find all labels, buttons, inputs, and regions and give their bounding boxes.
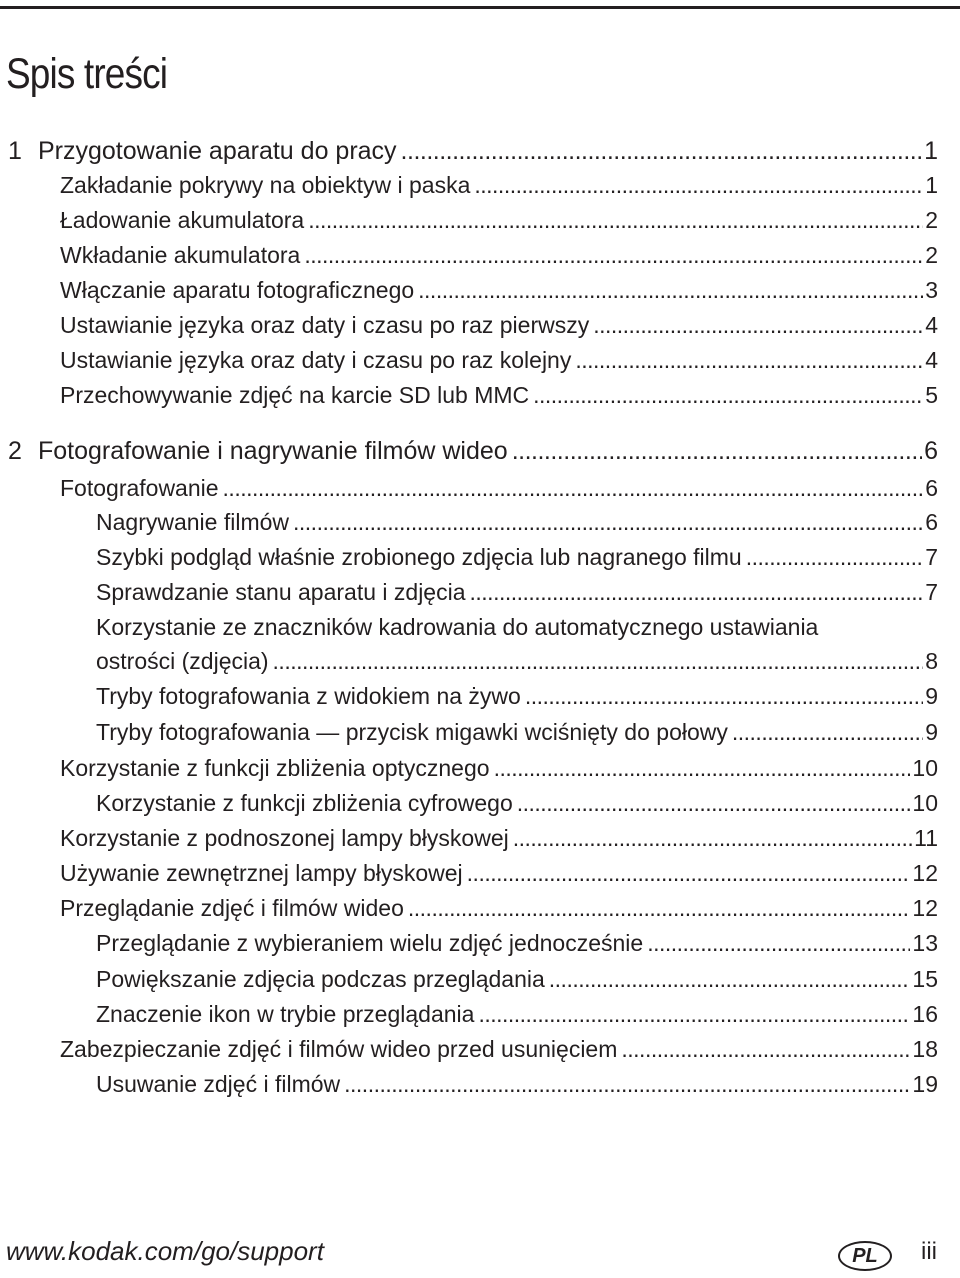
dot-leader bbox=[418, 273, 923, 307]
dot-leader bbox=[308, 203, 923, 237]
toc-entry-page: 11 bbox=[914, 825, 938, 851]
toc-entry-page: 9 bbox=[925, 719, 938, 745]
toc-entry-page: 1 bbox=[925, 172, 938, 198]
toc-entry-page: 6 bbox=[925, 509, 938, 535]
toc-entry[interactable] bbox=[60, 891, 938, 925]
toc-entry[interactable] bbox=[60, 821, 938, 855]
toc-entry-text: Korzystanie ze znaczników kadrowania do automatycznego ustawiania bbox=[96, 614, 819, 640]
toc-entry[interactable] bbox=[96, 962, 938, 996]
toc-entry[interactable] bbox=[60, 378, 938, 412]
dot-leader bbox=[525, 679, 923, 713]
page-title: Spis treści bbox=[6, 50, 168, 98]
toc-entry-text: Włączanie aparatu fotograficznego bbox=[60, 277, 415, 303]
toc-entry-text: Tryby fotografowania z widokiem na żywo bbox=[96, 683, 521, 709]
chapter-page: 1 bbox=[924, 137, 938, 165]
dot-leader bbox=[344, 1067, 910, 1101]
toc-entry-text: Fotografowanie bbox=[60, 475, 219, 501]
toc-entry-text: Powiększanie zdjęcia podczas przeglądania bbox=[96, 966, 545, 992]
toc-entry-text: Przeglądanie z wybieraniem wielu zdjęć jednocześnie bbox=[96, 930, 644, 956]
toc-entry-page: 15 bbox=[912, 966, 938, 992]
toc-entry-text: Przechowywanie zdjęć na karcie SD lub MMC bbox=[60, 382, 530, 408]
dot-leader bbox=[401, 134, 923, 168]
toc-entry-page: 4 bbox=[925, 347, 938, 373]
toc-entry-text: Korzystanie z funkcji zbliżenia optycznego bbox=[60, 755, 490, 781]
toc-entry-text-continuation: ostrości (zdjęcia) bbox=[96, 648, 269, 674]
dot-leader bbox=[533, 378, 923, 412]
toc-entry-page: 5 bbox=[925, 382, 938, 408]
toc-entry-text: Przeglądanie zdjęć i filmów wideo bbox=[60, 895, 404, 921]
toc-entry-text: Nagrywanie filmów bbox=[96, 509, 290, 535]
toc-entry-text: Korzystanie z podnoszonej lampy błyskowej bbox=[60, 825, 509, 851]
toc-entry[interactable] bbox=[60, 273, 938, 307]
chapter-number: 1 bbox=[8, 137, 22, 165]
toc-entry[interactable] bbox=[60, 308, 938, 342]
chapter-title: Przygotowanie aparatu do pracy bbox=[38, 137, 397, 165]
toc-entry-page: 10 bbox=[912, 790, 938, 816]
dot-leader bbox=[746, 540, 924, 574]
toc-entry[interactable] bbox=[96, 644, 938, 678]
toc-entry-page: 16 bbox=[912, 1001, 938, 1027]
toc-entry-text: Ustawianie języka oraz daty i czasu po raz kolejny bbox=[60, 347, 572, 373]
toc-entry-text: Usuwanie zdjęć i filmów bbox=[96, 1071, 341, 1097]
dot-leader bbox=[512, 434, 922, 468]
toc-entry[interactable] bbox=[96, 997, 938, 1031]
chapter-page: 6 bbox=[924, 437, 938, 465]
toc-entry[interactable] bbox=[96, 505, 938, 539]
toc-entry-text: Szybki podgląd właśnie zrobionego zdjęcia lub nagranego filmu bbox=[96, 544, 742, 570]
dot-leader bbox=[621, 1032, 910, 1066]
dot-leader bbox=[647, 926, 910, 960]
toc-entry-page: 19 bbox=[912, 1071, 938, 1097]
toc-chapter[interactable] bbox=[8, 134, 938, 168]
dot-leader bbox=[470, 575, 924, 609]
chapter-title: Fotografowanie i nagrywanie filmów wideo bbox=[38, 437, 508, 465]
toc-entry[interactable] bbox=[60, 238, 938, 272]
toc-chapter[interactable] bbox=[8, 434, 938, 468]
toc-entry[interactable] bbox=[96, 1067, 938, 1101]
toc-entry[interactable] bbox=[60, 1032, 938, 1066]
dot-leader bbox=[732, 715, 923, 749]
toc-entry[interactable] bbox=[60, 343, 938, 377]
dot-leader bbox=[474, 168, 923, 202]
dot-leader bbox=[478, 997, 910, 1031]
toc-entry[interactable] bbox=[60, 168, 938, 202]
toc-entry-text: Używanie zewnętrznej lampy błyskowej bbox=[60, 860, 463, 886]
toc-entry[interactable] bbox=[96, 926, 938, 960]
dot-leader bbox=[408, 891, 911, 925]
toc-entry-page: 12 bbox=[912, 895, 938, 921]
toc-entry-page: 2 bbox=[925, 242, 938, 268]
toc-entry-page: 2 bbox=[925, 207, 938, 233]
toc-entry-text: Zabezpieczanie zdjęć i filmów wideo przed usunięciem bbox=[60, 1036, 618, 1062]
toc-entry[interactable] bbox=[60, 856, 938, 890]
toc-entry-page: 8 bbox=[925, 648, 938, 674]
toc-entry-page: 6 bbox=[925, 475, 938, 501]
toc-entry[interactable] bbox=[96, 679, 938, 713]
dot-leader bbox=[304, 238, 923, 272]
toc-entry[interactable] bbox=[60, 751, 938, 785]
toc-entry-page: 4 bbox=[925, 312, 938, 338]
dot-leader bbox=[517, 786, 911, 820]
toc-entry-text: Tryby fotografowania — przycisk migawki wciśnięty do połowy bbox=[96, 719, 728, 745]
toc-entry-page: 3 bbox=[925, 277, 938, 303]
toc-entry-page: 9 bbox=[925, 683, 938, 709]
dot-leader bbox=[593, 308, 923, 342]
toc-entry-text: Ustawianie języka oraz daty i czasu po raz pierwszy bbox=[60, 312, 590, 338]
toc-entry[interactable] bbox=[96, 715, 938, 749]
toc-entry[interactable] bbox=[96, 575, 938, 609]
toc-entry-text: Znaczenie ikon w trybie przeglądania bbox=[96, 1001, 475, 1027]
dot-leader bbox=[494, 751, 911, 785]
toc-entry-page: 7 bbox=[925, 544, 938, 570]
toc-entry-text: Zakładanie pokrywy na obiektyw i paska bbox=[60, 172, 471, 198]
page-number: iii bbox=[921, 1238, 937, 1265]
toc-entry[interactable] bbox=[60, 471, 938, 505]
toc-entry-text: Ładowanie akumulatora bbox=[60, 207, 305, 233]
dot-leader bbox=[467, 856, 911, 890]
language-badge: PL bbox=[838, 1241, 892, 1271]
toc-entry-page: 7 bbox=[925, 579, 938, 605]
top-rule bbox=[0, 6, 960, 9]
chapter-number: 2 bbox=[8, 437, 22, 465]
support-url-link[interactable]: www.kodak.com/go/support bbox=[6, 1236, 324, 1266]
dot-leader bbox=[293, 505, 923, 539]
dot-leader bbox=[549, 962, 911, 996]
toc-entry-page: 13 bbox=[912, 930, 938, 956]
toc-entry-text: Sprawdzanie stanu aparatu i zdjęcia bbox=[96, 579, 466, 605]
toc-entry[interactable] bbox=[60, 203, 938, 237]
dot-leader bbox=[513, 821, 912, 855]
toc-entry-page: 12 bbox=[912, 860, 938, 886]
toc-entry-text: Wkładanie akumulatora bbox=[60, 242, 301, 268]
toc-entry-page: 18 bbox=[912, 1036, 938, 1062]
toc-entry[interactable] bbox=[96, 786, 938, 820]
toc-entry[interactable] bbox=[96, 540, 938, 574]
dot-leader bbox=[223, 471, 924, 505]
toc-entry-text: Korzystanie z funkcji zbliżenia cyfrowego bbox=[96, 790, 513, 816]
dot-leader bbox=[575, 343, 923, 377]
toc-entry-page: 10 bbox=[912, 755, 938, 781]
dot-leader bbox=[273, 644, 924, 678]
